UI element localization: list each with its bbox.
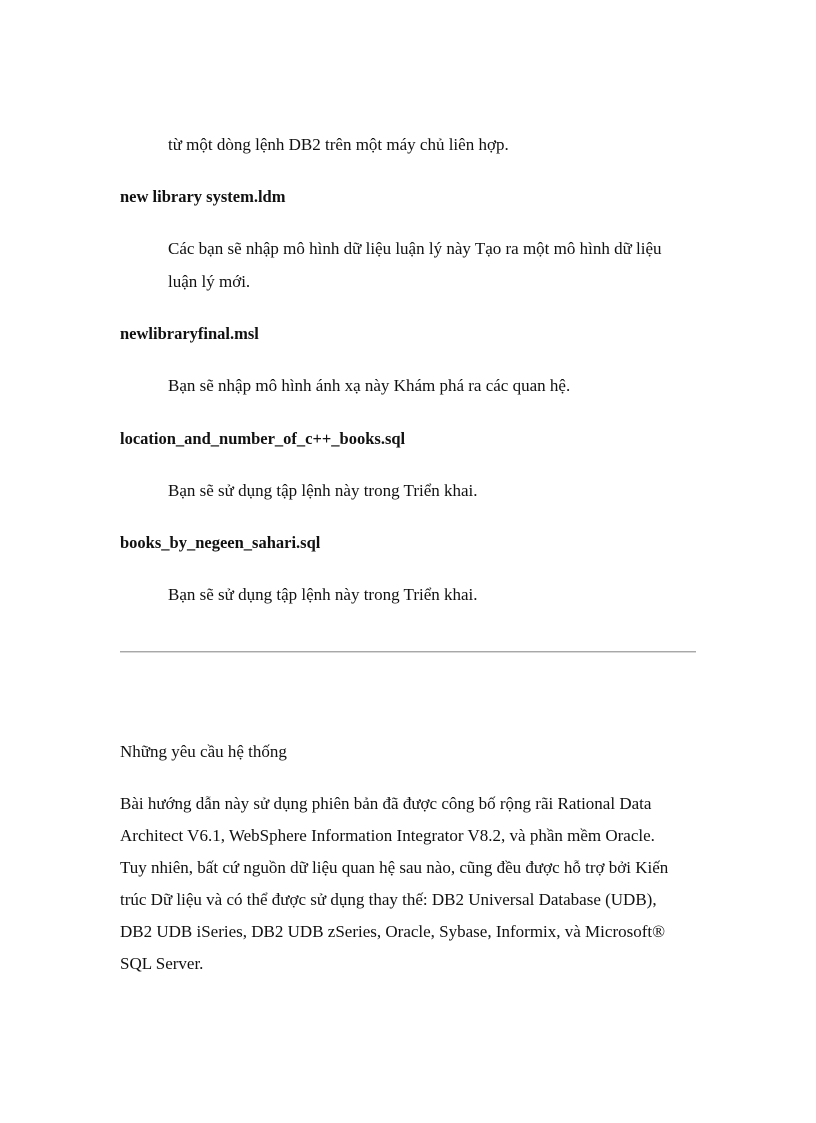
- horizontal-divider: [120, 651, 696, 653]
- paragraph-line-2: Architect V6.1, WebSphere Information Integrator V8.2, và phần mềm Oracle.: [120, 826, 655, 845]
- section-heading: Những yêu cầu hệ thống: [120, 742, 287, 761]
- file-name-negeen-sql: books_by_negeen_sahari.sql: [120, 533, 321, 552]
- file-description-msl: Bạn sẽ nhập mô hình ánh xạ này Khám phá ra các quan hệ.: [168, 376, 571, 395]
- paragraph-line-1: Bài hướng dẫn này sử dụng phiên bản đã được công bố rộng rãi Rational Data: [120, 794, 652, 813]
- file-name-ldm: new library system.ldm: [120, 187, 286, 206]
- file-name-cpp-books-sql: location_and_number_of_c++_books.sql: [120, 429, 406, 448]
- paragraph-line-3: Tuy nhiên, bất cứ nguồn dữ liệu quan hệ sau nào, cũng đều được hỗ trợ bởi Kiến: [120, 858, 669, 877]
- file-description-negeen-sql: Bạn sẽ sử dụng tập lệnh này trong Triển khai.: [168, 585, 478, 604]
- paragraph-line-5: DB2 UDB iSeries, DB2 UDB zSeries, Oracle, Sybase, Informix, và Microsoft®: [120, 922, 666, 941]
- paragraph-line-6: SQL Server.: [120, 954, 204, 973]
- file-description-ldm-line-2: luận lý mới.: [168, 272, 251, 291]
- paragraph-line-4: trúc Dữ liệu và có thể được sử dụng thay thế: DB2 Universal Database (UDB),: [120, 890, 657, 909]
- file-name-msl: newlibraryfinal.msl: [120, 324, 259, 343]
- file-description-cpp-books-sql: Bạn sẽ sử dụng tập lệnh này trong Triển khai.: [168, 481, 478, 500]
- intro-line: từ một dòng lệnh DB2 trên một máy chủ liên hợp.: [168, 135, 509, 154]
- file-description-ldm-line-1: Các bạn sẽ nhập mô hình dữ liệu luận lý này Tạo ra một mô hình dữ liệu: [168, 239, 662, 258]
